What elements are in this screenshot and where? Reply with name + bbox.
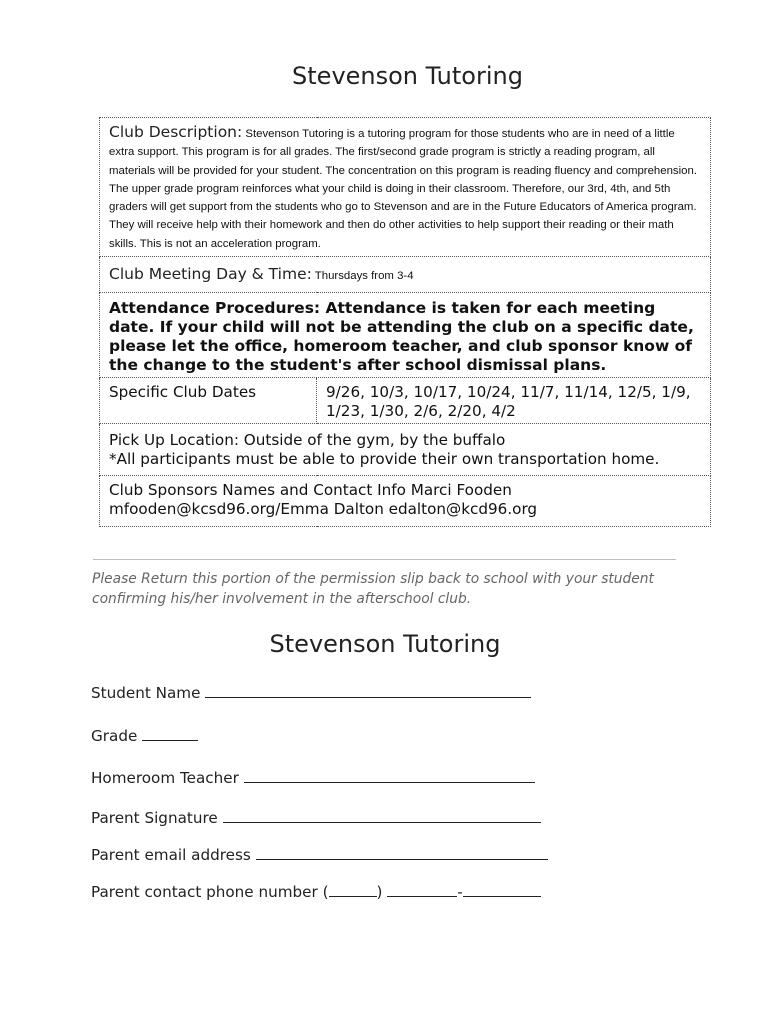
parent-email-label: Parent email address [91, 846, 251, 864]
homeroom-teacher-label: Homeroom Teacher [91, 769, 239, 787]
parent-email-blank[interactable] [256, 847, 548, 860]
return-note: Please Return this portion of the permission slip back to school with your student confirming his/her involvement in the afterschool club. [92, 571, 654, 607]
phone-prefix-blank[interactable] [387, 884, 457, 897]
student-name-label: Student Name [91, 684, 201, 702]
attendance-text: Attendance Procedures: Attendance is taken for each meeting date. If your child will not be attending the club on a specific date, please let the office, homeroom teacher, and club sponsor know of the change to the student's after school dismissal plans. [109, 299, 694, 375]
homeroom-teacher-blank[interactable] [244, 770, 535, 783]
parent-signature-label: Parent Signature [91, 809, 218, 827]
phone-dash: - [457, 883, 463, 901]
attendance-row [100, 293, 711, 378]
meeting-label: Club Meeting Day & Time: [109, 265, 312, 284]
meeting-value: Thursdays from 3-4 [311, 270, 414, 283]
attendance-cell [100, 293, 711, 378]
phone-line-number-blank[interactable] [463, 884, 541, 897]
sponsors-row [100, 476, 711, 527]
pickup-note: *All participants must be able to provide their own transportation home. [109, 450, 660, 469]
cut-line-divider [93, 559, 676, 560]
sponsors-cell [100, 476, 711, 527]
meeting-row [100, 257, 711, 293]
phone-paren-close: ) [376, 883, 388, 901]
club-description-label: Club Description: [109, 123, 243, 141]
parent-email-field [91, 846, 548, 864]
dates-row [100, 378, 711, 424]
grade-label: Grade [91, 727, 138, 745]
club-info-table [99, 117, 711, 527]
form-title: Stevenson Tutoring [269, 630, 501, 658]
dates-label: Specific Club Dates [109, 383, 257, 402]
grade-blank[interactable] [142, 728, 198, 741]
grade-field [91, 727, 198, 745]
page-title: Stevenson Tutoring [292, 62, 523, 90]
club-description-text: Stevenson Tutoring is a tutoring program for those students who are in need of a little extra support. This program is for all grades. The first/second grade program is strictly a reading program, all materials will be provided for your student. The concentration on this program is reading fluency and comprehension. The upper grade program reinforces what your child is doing in their classroom. Therefore, our 3rd, 4th, and 5th graders will get support from the students who go to Stevenson and are in the Future Educators of America program. They will receive help with their homework and then do other activities to help support their reading or their math skills. This is not an acceleration program. [109, 128, 697, 250]
parent-phone-field [91, 883, 541, 901]
homeroom-teacher-field [91, 769, 535, 787]
club-description-row [100, 118, 711, 257]
dates-value-cell [317, 378, 711, 424]
phone-area-code-blank[interactable] [329, 884, 377, 897]
sponsors-names: Club Sponsors Names and Contact Info Marci Fooden [109, 481, 512, 500]
student-name-field [91, 684, 531, 702]
parent-signature-field [91, 809, 541, 827]
pickup-cell [100, 424, 711, 476]
student-name-blank[interactable] [205, 685, 531, 698]
meeting-cell [100, 257, 711, 293]
parent-phone-label: Parent contact phone number ( [91, 883, 329, 901]
sponsors-contact: mfooden@kcsd96.org/Emma Dalton edalton@kcd96.org [109, 500, 538, 519]
parent-signature-blank[interactable] [223, 810, 541, 823]
pickup-location: Pick Up Location: Outside of the gym, by the buffalo [109, 431, 506, 450]
pickup-row [100, 424, 711, 476]
club-description-cell [100, 118, 711, 257]
dates-value: 9/26, 10/3, 10/17, 10/24, 11/7, 11/14, 12/5, 1/9, 1/23, 1/30, 2/6, 2/20, 4/2 [326, 383, 691, 421]
dates-label-cell [100, 378, 317, 424]
